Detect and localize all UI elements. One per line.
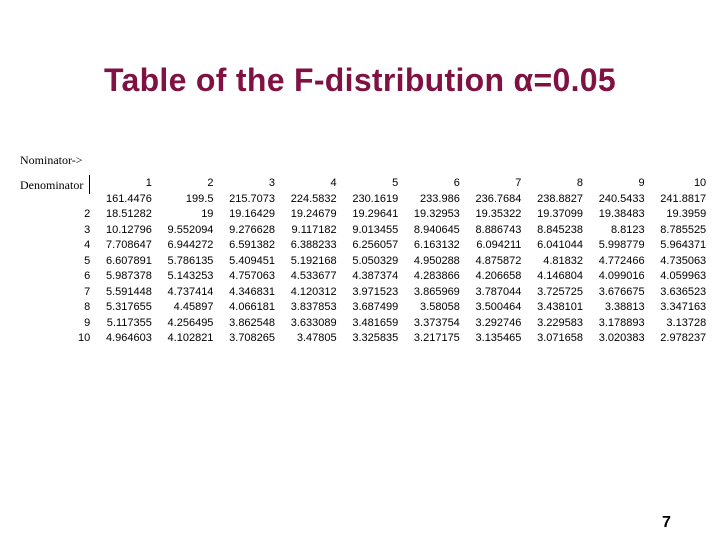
row-header: 3 bbox=[84, 223, 91, 236]
table-cell: 19.29641 bbox=[352, 208, 399, 220]
page-number: 7 bbox=[662, 514, 671, 531]
table-cell: 5.143253 bbox=[167, 270, 214, 282]
table-cell: 2.978237 bbox=[660, 332, 707, 344]
table-cell: 19.37099 bbox=[537, 208, 583, 220]
table-cell: 6.607891 bbox=[105, 254, 152, 267]
table-row bbox=[78, 269, 706, 285]
row-header: 6 bbox=[84, 270, 91, 282]
table-cell: 4.066181 bbox=[229, 301, 276, 313]
table-cell: 5.964371 bbox=[660, 239, 707, 251]
table-cell: 19.16429 bbox=[229, 208, 276, 220]
table-cell: 3.38813 bbox=[604, 301, 645, 313]
table-row bbox=[78, 331, 706, 347]
table-cell: 3.687499 bbox=[352, 301, 399, 313]
table-cell: 3.971523 bbox=[352, 285, 399, 298]
table-cell: 4.059963 bbox=[660, 270, 707, 282]
table-cell: 8.886743 bbox=[475, 223, 522, 236]
table-cell: 3.633089 bbox=[290, 316, 337, 329]
table-cell: 19.35322 bbox=[475, 208, 522, 220]
table-cell: 3.438101 bbox=[537, 301, 583, 313]
table-cell: 8.845238 bbox=[537, 223, 583, 236]
table-cell: 19.32953 bbox=[413, 208, 460, 220]
table-cell: 215.7073 bbox=[229, 192, 276, 205]
table-cell: 3.837853 bbox=[290, 301, 337, 313]
table-cell: 230.1619 bbox=[352, 192, 399, 205]
table-cell: 3.071658 bbox=[537, 332, 583, 344]
table-cell: 6.591382 bbox=[229, 239, 276, 251]
row-header: 8 bbox=[84, 301, 91, 313]
table-cell: 19.3959 bbox=[666, 208, 707, 220]
table-cell: 5.050329 bbox=[352, 254, 399, 267]
table-cell: 3.325835 bbox=[352, 332, 399, 344]
table-cell: 4.256495 bbox=[167, 316, 214, 329]
table-row bbox=[78, 254, 706, 270]
table-cell: 3.862548 bbox=[229, 316, 276, 329]
table-cell: 18.51282 bbox=[105, 208, 152, 220]
table-cell: 7.708647 bbox=[105, 239, 152, 251]
table-cell: 4.533677 bbox=[290, 270, 337, 282]
row-header: 7 bbox=[84, 285, 91, 298]
table-cell: 6.041044 bbox=[537, 239, 583, 251]
table-cell: 161.4476 bbox=[105, 192, 152, 205]
table-row bbox=[78, 316, 706, 332]
column-header: 1 bbox=[145, 177, 152, 189]
table-cell: 241.8817 bbox=[660, 192, 707, 205]
table-cell: 3.217175 bbox=[413, 332, 460, 344]
table-cell: 3.708265 bbox=[229, 332, 276, 344]
table-cell: 3.135465 bbox=[475, 332, 522, 344]
table-row bbox=[78, 238, 706, 254]
table-cell: 6.256057 bbox=[352, 239, 399, 251]
table-cell: 6.094211 bbox=[476, 239, 522, 251]
row-header: 5 bbox=[84, 254, 91, 267]
table-cell: 4.964603 bbox=[105, 332, 152, 344]
table-cell: 9.276628 bbox=[229, 223, 276, 236]
table-cell: 3.373754 bbox=[413, 316, 460, 329]
table-cell: 3.725725 bbox=[537, 285, 583, 298]
table-cell: 3.292746 bbox=[475, 316, 522, 329]
table-cell: 19.38483 bbox=[598, 208, 645, 220]
table-cell: 10.12796 bbox=[105, 223, 152, 236]
row-header: 10 bbox=[78, 332, 91, 344]
table-cell: 3.229583 bbox=[537, 316, 583, 329]
table-cell: 3.13728 bbox=[666, 316, 707, 329]
table-cell: 4.875872 bbox=[475, 254, 522, 267]
table-cell: 3.020383 bbox=[598, 332, 645, 344]
table-cell: 5.998779 bbox=[598, 239, 645, 251]
table-row bbox=[78, 300, 706, 316]
table-cell: 4.146804 bbox=[537, 270, 583, 282]
table-cell: 5.786135 bbox=[167, 254, 214, 267]
table-cell: 3.676675 bbox=[598, 285, 645, 298]
f-distribution-table bbox=[78, 176, 706, 347]
table-corner bbox=[78, 176, 90, 192]
table-cell: 3.500464 bbox=[475, 301, 522, 313]
table-cell: 4.81832 bbox=[543, 254, 583, 267]
column-header: 4 bbox=[330, 177, 337, 189]
column-header: 2 bbox=[207, 177, 214, 189]
table-cell: 3.47805 bbox=[296, 332, 337, 344]
table-cell: 8.940645 bbox=[413, 223, 460, 236]
table-cell: 236.7684 bbox=[475, 192, 522, 205]
table-cell: 4.735063 bbox=[660, 254, 707, 267]
table-cell: 4.757063 bbox=[229, 270, 276, 282]
row-header: 9 bbox=[84, 316, 91, 329]
table-cell: 233.986 bbox=[420, 192, 460, 205]
table-cell: 199.5 bbox=[185, 192, 214, 205]
table-cell: 3.865969 bbox=[413, 285, 460, 298]
column-header: 8 bbox=[576, 177, 583, 189]
table-header-row bbox=[78, 176, 706, 192]
table-cell: 240.5433 bbox=[598, 192, 645, 205]
table-cell: 4.283866 bbox=[413, 270, 460, 282]
table-cell: 4.950288 bbox=[413, 254, 460, 267]
table-cell: 9.117182 bbox=[291, 223, 337, 236]
table-cell: 9.552094 bbox=[167, 223, 214, 236]
slide-title: Table of the F-distribution α=0.05 bbox=[104, 62, 616, 98]
table-cell: 238.8827 bbox=[537, 192, 583, 205]
table-cell: 5.117355 bbox=[106, 316, 152, 329]
table-cell: 4.772466 bbox=[598, 254, 645, 267]
table-cell: 4.099016 bbox=[598, 270, 645, 282]
table-cell: 6.944272 bbox=[167, 239, 214, 251]
table-cell: 3.787044 bbox=[475, 285, 522, 298]
column-header: 6 bbox=[453, 177, 460, 189]
table-cell: 3.347163 bbox=[660, 301, 707, 313]
table-cell: 3.481659 bbox=[352, 316, 399, 329]
table-cell: 4.45897 bbox=[173, 301, 214, 313]
table-cell: 224.5832 bbox=[290, 192, 337, 205]
table-cell: 4.346831 bbox=[229, 285, 276, 298]
table-cell: 5.591448 bbox=[105, 285, 152, 298]
column-header: 5 bbox=[392, 177, 399, 189]
column-header: 9 bbox=[638, 177, 645, 189]
table-cell: 6.163132 bbox=[413, 239, 460, 251]
row-header: 4 bbox=[84, 239, 91, 251]
table-cell: 3.636523 bbox=[660, 285, 707, 298]
table-cell: 5.409451 bbox=[229, 254, 276, 267]
denominator-label: Denominator bbox=[20, 178, 84, 192]
table-cell: 4.102821 bbox=[167, 332, 214, 344]
table-body bbox=[78, 192, 706, 347]
table-row bbox=[78, 223, 706, 239]
column-header: 3 bbox=[268, 177, 276, 189]
table-cell: 4.120312 bbox=[290, 285, 337, 298]
table-row bbox=[78, 207, 706, 223]
table-cell: 5.987378 bbox=[105, 270, 152, 282]
table-cell: 4.387374 bbox=[352, 270, 399, 282]
row-header bbox=[78, 192, 90, 208]
table-cell: 19.24679 bbox=[290, 208, 337, 220]
table-row bbox=[78, 285, 706, 301]
table-cell: 4.206658 bbox=[475, 270, 522, 282]
table-cell: 5.317655 bbox=[105, 301, 152, 313]
row-header: 2 bbox=[84, 208, 91, 220]
column-header: 7 bbox=[515, 177, 522, 189]
table-cell: 6.388233 bbox=[290, 239, 337, 251]
column-header: 10 bbox=[693, 177, 707, 189]
table-cell: 3.178893 bbox=[598, 316, 645, 329]
table-cell: 8.785525 bbox=[660, 223, 707, 236]
table-cell: 3.58058 bbox=[420, 301, 460, 313]
table-cell: 8.8123 bbox=[610, 223, 645, 236]
table-cell: 4.737414 bbox=[167, 285, 214, 298]
table-row bbox=[78, 192, 706, 208]
nominator-label: Nominator-> bbox=[20, 153, 83, 167]
table-cell: 9.013455 bbox=[352, 223, 399, 236]
table-cell: 5.192168 bbox=[290, 254, 337, 267]
table-cell: 19 bbox=[201, 208, 214, 220]
